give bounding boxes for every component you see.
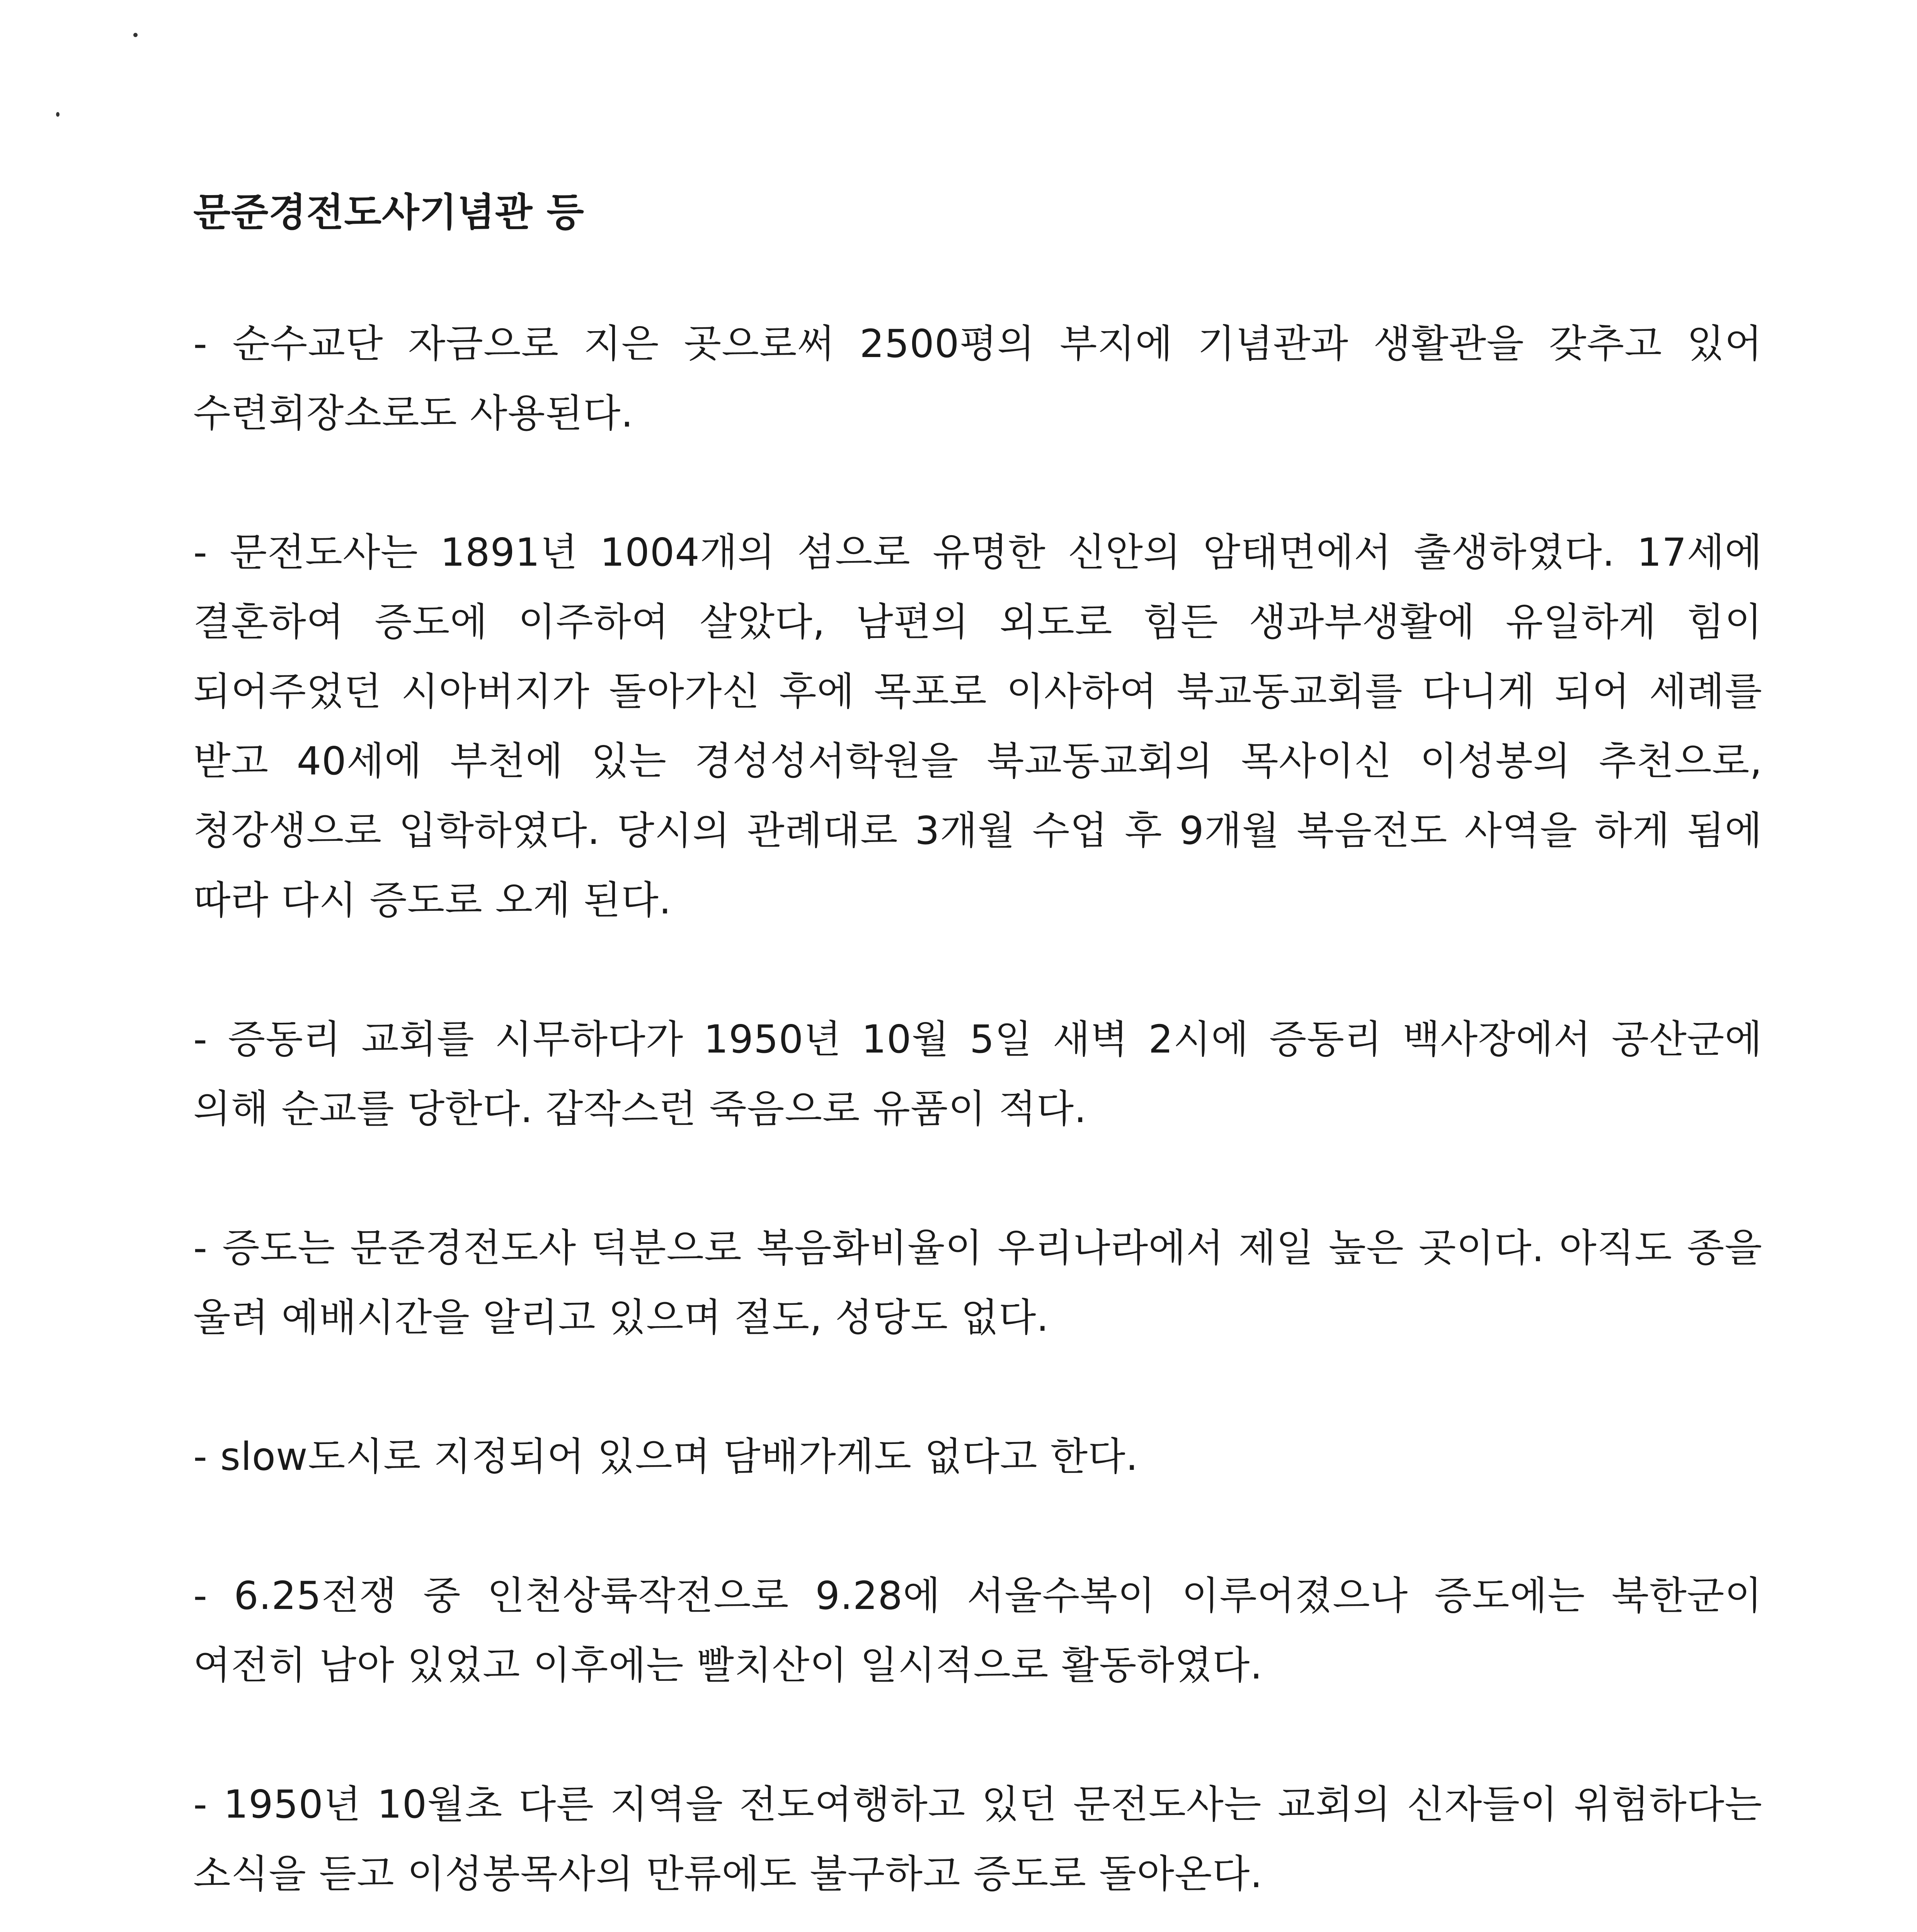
- paragraph: - slow도시로 지정되어 있으며 담배가게도 없다고 한다.: [193, 1434, 1139, 1479]
- paragraph: - 문전도사는 1891년 1004개의 섬으로 유명한 신안의 암태면에서 출생하였다. 17세에 결혼하여 증도에 이주하여 살았다, 남편의 외도로 힘든 생과부생활에 유일하게 힘이 되어주었던 시아버지가 돌아가신 후에 목포로 이사하여 북교동교회를 다니게 되어 세례를 받고 40세에 부천에 있는 경성성서학원을 북교동교회의 목사이신 이성봉의 추천으로, 청강생으로 입학하였다. 당시의 관례대로 3개월 수업 후 9개월 복음전도 사역을 하게 됨에 따라 다시 증도로 오게 된다.: [193, 530, 1762, 923]
- paragraph-list: [193, 309, 1762, 1932]
- paragraph: - 순수교단 자금으로 지은 곳으로써 2500평의 부지에 기념관과 생활관을 갖추고 있어 수련회장소로도 사용된다.: [193, 321, 1762, 436]
- paragraph: - 6.25전쟁 중 인천상륙작전으로 9.28에 서울수복이 이루어졌으나 증도에는 북한군이 여전히 남아 있었고 이후에는 빨치산이 일시적으로 활동하였다.: [193, 1573, 1762, 1688]
- scan-speck: [56, 112, 60, 117]
- paragraph: - 증도는 문준경전도사 덕분으로 복음화비율이 우리나라에서 제일 높은 곳이다. 아직도 종을 울려 예배시간을 알리고 있으며 절도, 성당도 없다.: [193, 1225, 1762, 1340]
- document-body: [193, 185, 1762, 1932]
- paragraph: - 증동리 교회를 시무하다가 1950년 10월 5일 새벽 2시에 증동리 백사장에서 공산군에 의해 순교를 당한다. 갑작스런 죽음으로 유품이 적다.: [193, 1017, 1762, 1131]
- paragraph: - 1950년 10월초 다른 지역을 전도여행하고 있던 문전도사는 교회의 신자들이 위험하다는 소식을 듣고 이성봉목사의 만류에도 불구하고 증도로 돌아온다.: [193, 1782, 1762, 1896]
- document-title: 문준경전도사기념관 등: [193, 190, 584, 235]
- scan-speck: [133, 33, 138, 37]
